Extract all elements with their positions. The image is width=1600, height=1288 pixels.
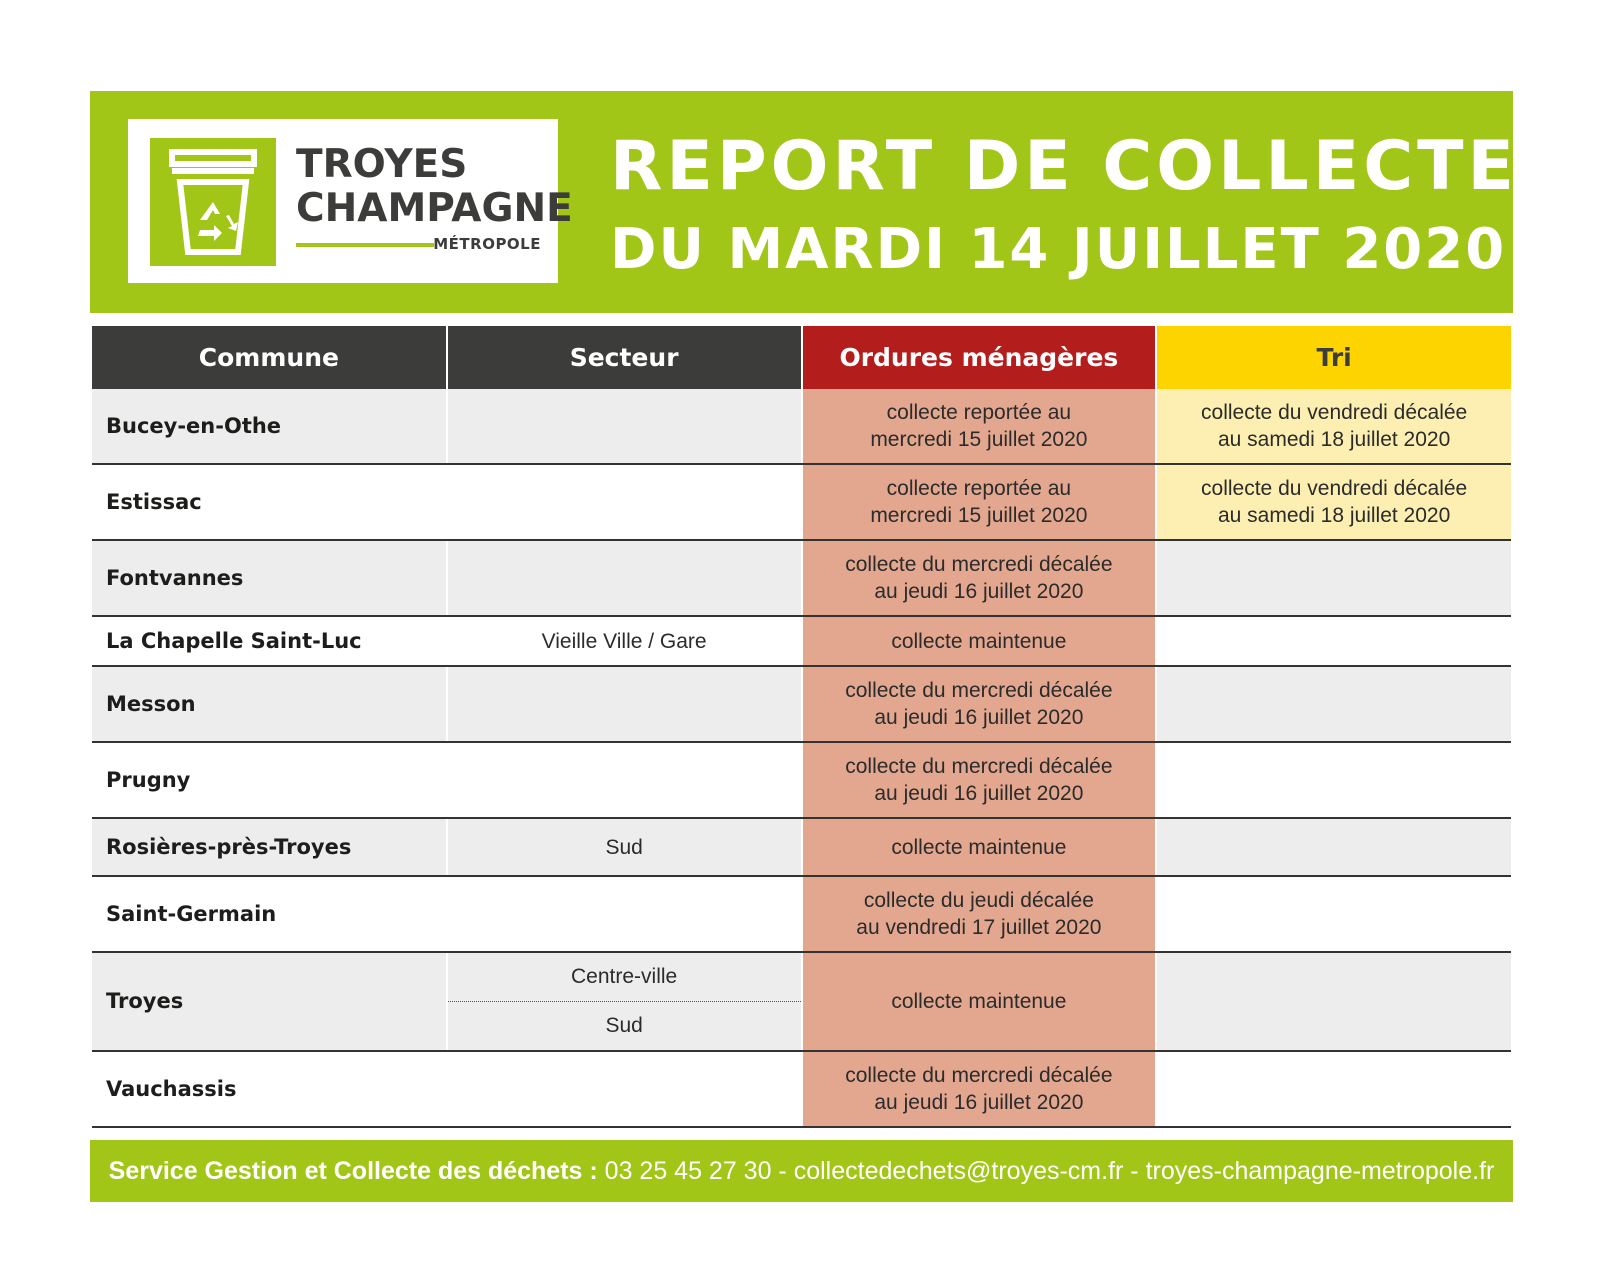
table-row <box>92 1051 1511 1127</box>
commune-cell: Troyes <box>92 952 447 1051</box>
commune-cell: Prugny <box>92 742 447 818</box>
tri-cell <box>1156 742 1511 818</box>
secteur-cell <box>447 389 802 464</box>
secteur-cell <box>447 464 802 540</box>
table-row <box>92 666 1511 742</box>
ordures-cell: collecte du mercredi décalée au jeudi 16 juillet 2020 <box>802 540 1157 616</box>
column-header-ordures: Ordures ménagères <box>802 326 1157 389</box>
ordures-cell: collecte maintenue <box>802 952 1157 1051</box>
logo-line-2: CHAMPAGNE <box>296 186 573 231</box>
header-banner <box>90 91 1518 313</box>
ordures-cell: collecte maintenue <box>802 818 1157 876</box>
secteur-cell <box>447 876 802 952</box>
ordures-cell: collecte maintenue <box>802 616 1157 666</box>
tri-cell <box>1156 540 1511 616</box>
ordures-cell: collecte du jeudi décalée au vendredi 17 juillet 2020 <box>802 876 1157 952</box>
schedule-table <box>92 326 1511 1128</box>
footer-contact <box>90 1140 1513 1202</box>
column-header-commune: Commune <box>92 326 447 389</box>
tri-cell <box>1156 666 1511 742</box>
tri-cell <box>1156 952 1511 1051</box>
secteur-cell <box>447 1051 802 1127</box>
secteur-cell <box>447 952 802 1051</box>
tri-cell <box>1156 1051 1511 1127</box>
secteur-cell <box>447 666 802 742</box>
commune-cell: Saint-Germain <box>92 876 447 952</box>
table-row <box>92 876 1511 952</box>
ordures-cell: collecte du mercredi décalée au jeudi 16 juillet 2020 <box>802 742 1157 818</box>
page-title: REPORT DE COLLECTE <box>610 127 1518 206</box>
table-row <box>92 818 1511 876</box>
logo-subtitle: MÉTROPOLE <box>433 235 541 253</box>
page-subtitle: DU MARDI 14 JUILLET 2020 <box>610 217 1507 282</box>
secteur-cell: Sud <box>447 818 802 876</box>
table-row <box>92 464 1511 540</box>
commune-cell: Bucey-en-Othe <box>92 389 447 464</box>
column-header-tri: Tri <box>1156 326 1511 389</box>
tri-cell <box>1156 818 1511 876</box>
commune-cell: Messon <box>92 666 447 742</box>
secteur-cell <box>447 742 802 818</box>
commune-cell: Rosières-près-Troyes <box>92 818 447 876</box>
footer-label: Service Gestion et Collecte des déchets : <box>108 1157 598 1185</box>
tri-cell: collecte du vendredi décalée au samedi 18 juillet 2020 <box>1156 389 1511 464</box>
ordures-cell: collecte reportée au mercredi 15 juillet 2020 <box>802 389 1157 464</box>
tri-cell <box>1156 876 1511 952</box>
ordures-cell: collecte reportée au mercredi 15 juillet 2020 <box>802 464 1157 540</box>
secteur-cell <box>447 540 802 616</box>
ordures-cell: collecte du mercredi décalée au jeudi 16 juillet 2020 <box>802 666 1157 742</box>
recycle-bin-icon <box>150 138 276 266</box>
table-header-row <box>92 326 1511 389</box>
logo <box>128 119 573 283</box>
secteur-sub-sud: Sud <box>605 1014 643 1037</box>
logo-divider <box>296 243 434 247</box>
tri-cell <box>1156 616 1511 666</box>
commune-cell: La Chapelle Saint-Luc <box>92 616 447 666</box>
ordures-cell: collecte du mercredi décalée au jeudi 16 juillet 2020 <box>802 1051 1157 1127</box>
logo-wordmark <box>296 142 573 253</box>
commune-cell: Vauchassis <box>92 1051 447 1127</box>
table-row <box>92 389 1511 464</box>
column-header-secteur: Secteur <box>447 326 802 389</box>
table-row <box>92 540 1511 616</box>
table-row <box>92 742 1511 818</box>
secteur-cell: Vieille Ville / Gare <box>447 616 802 666</box>
commune-cell: Fontvannes <box>92 540 447 616</box>
footer-contact-details: 03 25 45 27 30 - collectedechets@troyes-cm.fr - troyes-champagne-metropole.fr <box>597 1157 1495 1185</box>
table-row <box>92 952 1511 1051</box>
tri-cell: collecte du vendredi décalée au samedi 18 juillet 2020 <box>1156 464 1511 540</box>
table-row <box>92 616 1511 666</box>
logo-line-1: TROYES <box>296 142 468 187</box>
commune-cell: Estissac <box>92 464 447 540</box>
secteur-sub-centre-ville: Centre-ville <box>448 953 801 1002</box>
